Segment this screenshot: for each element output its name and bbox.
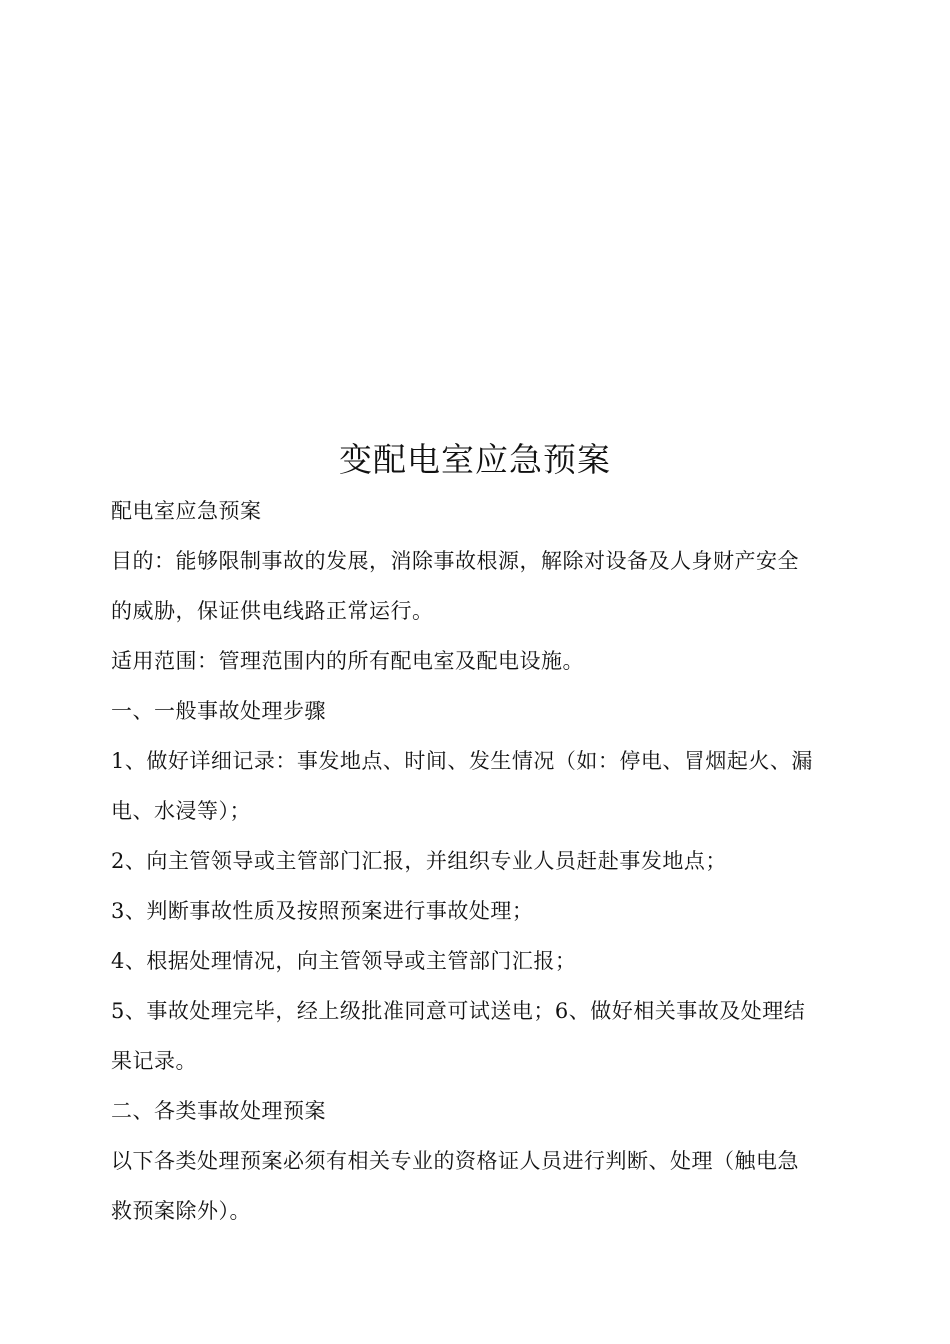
paragraph-line: 1、做好详细记录：事发地点、时间、发生情况（如：停电、冒烟起火、漏: [111, 749, 813, 773]
paragraph-line: 配电室应急预案: [111, 499, 262, 523]
paragraph-scope: [111, 636, 841, 686]
paragraph-line: 的威胁，保证供电线路正常运行。: [111, 599, 434, 623]
document-title: 变配电室应急预案: [339, 440, 611, 479]
list-item-step-1: [111, 736, 841, 836]
paragraph-purpose: [111, 536, 841, 636]
document-body: [111, 486, 841, 1236]
paragraph-line: 3、判断事故性质及按照预案进行事故处理；: [111, 899, 534, 923]
paragraph-line: 电、水浸等）；: [111, 799, 251, 823]
paragraph-line: 适用范围：管理范围内的所有配电室及配电设施。: [111, 649, 584, 673]
paragraph-line: 救预案除外）。: [111, 1199, 251, 1223]
paragraph-line: 4、根据处理情况，向主管领导或主管部门汇报；: [111, 949, 577, 973]
list-item-step-2: [111, 836, 841, 886]
list-item-step-4: [111, 936, 841, 986]
paragraph-line: 一、一般事故处理步骤: [111, 699, 326, 723]
section-heading-plans: [111, 1086, 841, 1136]
list-item-step-5-6: [111, 986, 841, 1086]
paragraph-line: 目的：能够限制事故的发展，消除事故根源，解除对设备及人身财产安全: [111, 549, 799, 573]
list-item-step-3: [111, 886, 841, 936]
paragraph-line: 5、事故处理完毕，经上级批准同意可试送电；6、做好相关事故及处理结: [111, 999, 806, 1023]
section-heading-general: [111, 686, 841, 736]
paragraph-line: 二、各类事故处理预案: [111, 1099, 326, 1123]
paragraph-subtitle: [111, 486, 841, 536]
paragraph-line: 以下各类处理预案必须有相关专业的资格证人员进行判断、处理（触电急: [111, 1149, 799, 1173]
paragraph-plans-note: [111, 1136, 841, 1236]
paragraph-line: 2、向主管领导或主管部门汇报，并组织专业人员赶赴事发地点；: [111, 849, 727, 873]
paragraph-line: 果记录。: [111, 1049, 197, 1073]
